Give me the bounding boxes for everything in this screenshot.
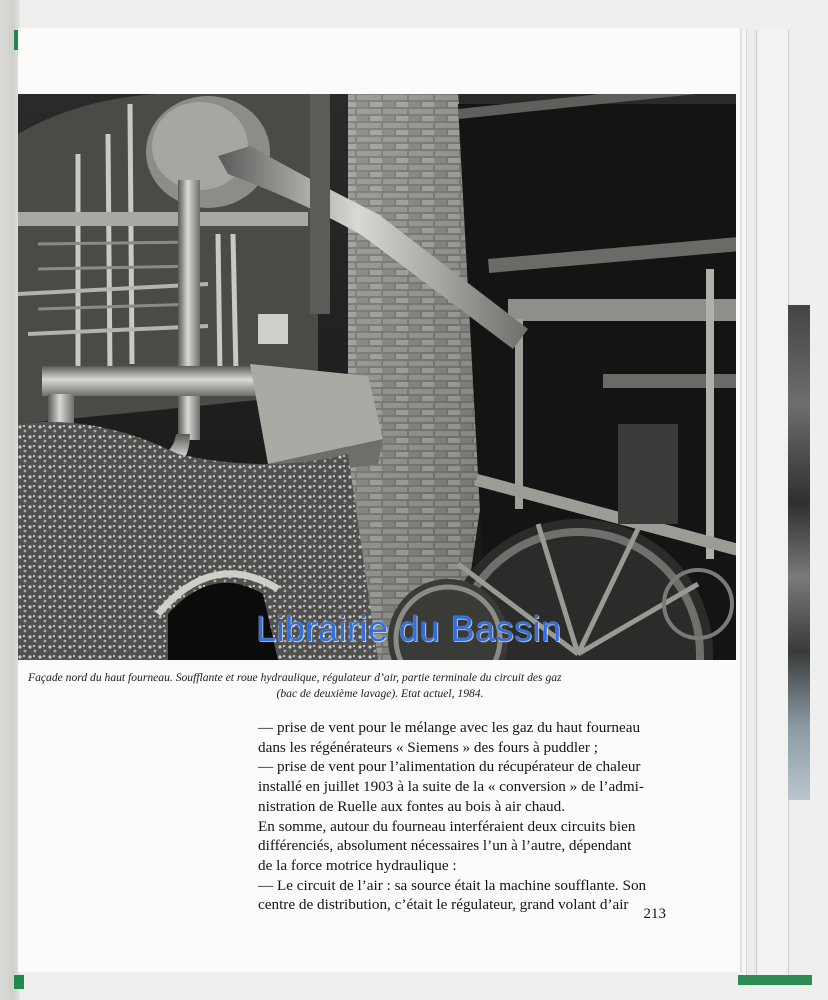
caption-line: Façade nord du haut fourneau. Soufflante et roue hydraulique, régulateur d’air, partie terminale du circuit des gaz [28, 671, 562, 684]
text-line: — prise de vent pour le mélange avec les gaz du haut fourneau [258, 719, 641, 736]
photo-caption [28, 670, 732, 702]
blast-furnace-photo [18, 94, 736, 660]
text-line: dans les régénérateurs « Siemens » des fours à puddler ; [258, 738, 598, 756]
binding-green-tab-bottom [14, 975, 24, 989]
text-line: — prise de vent pour l’alimentation du récupérateur de chaleur [258, 758, 641, 776]
cover-green-strip [738, 975, 812, 985]
body-text [258, 718, 666, 915]
text-line: — Le circuit de l’air : sa source était la machine soufflante. Son [258, 876, 647, 894]
text-line: de la force motrice hydraulique : [258, 856, 457, 874]
page-edge [758, 30, 789, 975]
text-line: nistration de Ruelle aux fontes au bois à air chaud. [258, 797, 566, 815]
page-number: 213 [643, 906, 666, 922]
caption-line: (bac de deuxième lavage). Etat actuel, 1984. [276, 687, 484, 700]
page-edge [748, 30, 757, 975]
adjacent-page-photo-edge [788, 305, 810, 800]
text-line: En somme, autour du fourneau interféraient deux circuits bien [258, 817, 636, 835]
book-left-edge [0, 0, 20, 1000]
text-line: installé en juillet 1903 à la suite de la « conversion » de l’admi- [258, 778, 644, 796]
text-line: différenciés, absolument nécessaires l’un à l’autre, dépendant [258, 837, 632, 855]
watermark-text: Librairie du Bassin [256, 608, 562, 649]
text-line: centre de distribution, c’était le régulateur, grand volant d’air [258, 896, 629, 914]
